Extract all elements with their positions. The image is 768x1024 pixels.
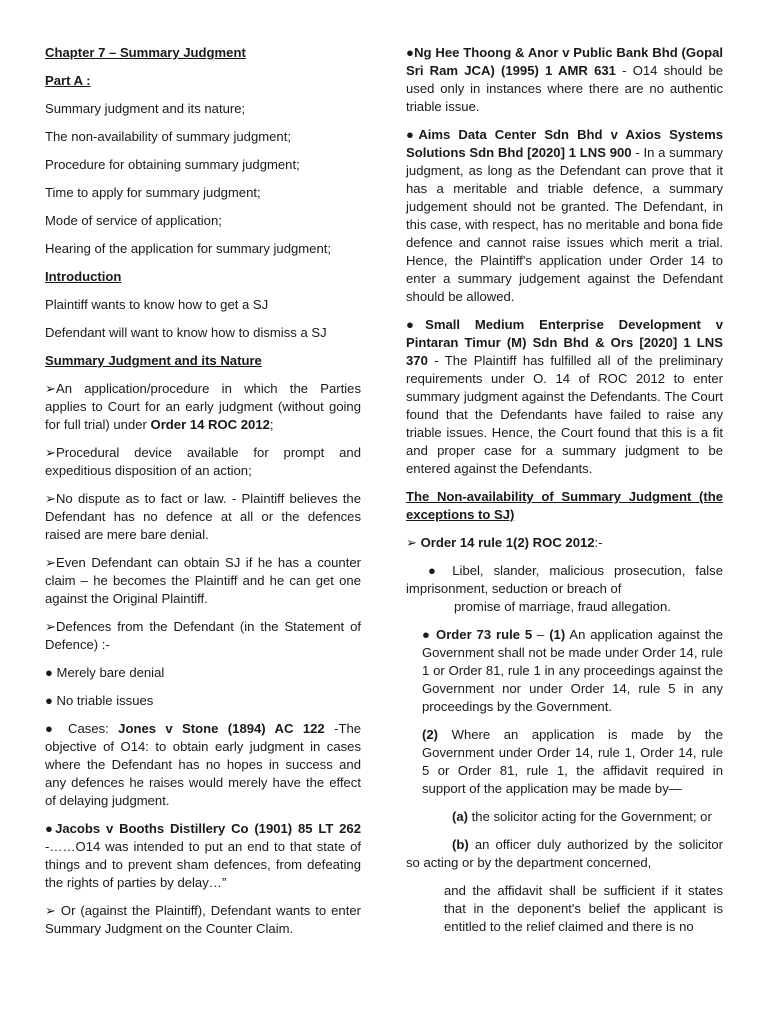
bullet-bare-denial: ● Merely bare denial bbox=[45, 665, 165, 680]
libel-line: ● Libel, slander, malicious prosecution, false imprisonment, seduction or breach of bbox=[406, 563, 723, 596]
point-procedural: ➢Procedural device available for prompt and expeditious disposition of an action; bbox=[45, 445, 361, 478]
order-73-rule-5: ● Order 73 rule 5 – (1) An application against the Government shall not be made under Order 14, rule 1 or Order 81, rule 1 in any proceedings against the Government nor under Order 14, rule 5 in any proceedings by the Government. bbox=[422, 627, 724, 714]
part-a-heading: Part A : bbox=[45, 73, 91, 88]
order-73-para-2: (2) Where an application is made by the Government under Order 14, rule 1, Order 14, rule 5 or Order 81, rule 1, the affidavit required in support of the application may be made by— bbox=[422, 727, 723, 796]
intro-line: Defendant will want to know how to dismiss a SJ bbox=[45, 325, 327, 340]
order-14-rule-heading: ➢ Order 14 rule 1(2) ROC 2012:- bbox=[406, 535, 603, 550]
case-sme-development: ●Small Medium Enterprise Development v Pintaran Timur (M) Sdn Bhd & Ors [2020] 1 LNS 370 - The Plaintiff has fulfilled all of the preliminary requirements under O. 14 of ROC 2012 to enter summary judgment against the Defendants. The Court found that the Defendants have failed to raise any triable issues. Hence, the Court found that this is a fit and proper case for a summary judgment to be entered against the Defendants. bbox=[406, 317, 723, 476]
affidavit-option-a: (a) the solicitor acting for the Government; or bbox=[452, 809, 712, 824]
topic-item: Summary judgment and its nature; bbox=[45, 101, 246, 116]
intro-line: Plaintiff wants to know how to get a SJ bbox=[45, 297, 269, 312]
topic-item: The non-availability of summary judgment; bbox=[45, 129, 291, 144]
topic-item: Hearing of the application for summary judgment; bbox=[45, 241, 332, 256]
bullet-no-triable: ● No triable issues bbox=[45, 693, 154, 708]
case-jones-v-stone: ● Cases: Jones v Stone (1894) AC 122 -The objective of O14: to obtain early judgment in cases where the Defendant has no hopes in success and any defences he raises would merely have the effect of delaying judgment. bbox=[45, 721, 362, 808]
left-column bbox=[45, 44, 361, 948]
case-ng-hee-thoong: ●Ng Hee Thoong & Anor v Public Bank Bhd (Gopal Sri Ram JCA) (1995) 1 AMR 631 - O14 should be used only in instances where there are no authentic triable issue. bbox=[406, 45, 724, 114]
affidavit-option-b: (b) an officer duly authorized by the solicitor so acting or by the department concerned, bbox=[406, 837, 723, 870]
introduction-heading: Introduction bbox=[45, 269, 122, 284]
point-defences: ➢Defences from the Defendant (in the Statement of Defence) :- bbox=[45, 619, 361, 652]
point-no-dispute: ➢No dispute as to fact or law. - Plaintiff believes the Defendant has no defence at all or the defences raised are mere bare denial. bbox=[45, 491, 361, 542]
case-jacobs: ●Jacobs v Booths Distillery Co (1901) 85 LT 262 -……O14 was intended to put an end to that state of things and to prevent sham defences, from defeating the rights of parties by delay…” bbox=[45, 821, 361, 890]
libel-last-line: promise of marriage, fraud allegation. bbox=[454, 599, 671, 614]
topic-item: Mode of service of application; bbox=[45, 213, 222, 228]
non-availability-heading: The Non-availability of Summary Judgment (the exceptions to SJ) bbox=[406, 489, 723, 522]
nature-heading: Summary Judgment and its Nature bbox=[45, 353, 262, 368]
affidavit-sufficiency: and the affidavit shall be sufficient if it states that in the deponent's belief the applicant is entitled to the relief claimed and there is no bbox=[444, 883, 723, 934]
point-counterclaim-sj: ➢ Or (against the Plaintiff), Defendant wants to enter Summary Judgment on the Counter Claim. bbox=[45, 903, 361, 936]
point-counter-claim: ➢Even Defendant can obtain SJ if he has a counter claim – he becomes the Plaintiff and he can get one against the Original Plaintiff. bbox=[45, 555, 361, 606]
chapter-title: Chapter 7 – Summary Judgment bbox=[45, 45, 246, 60]
libel-exceptions bbox=[406, 562, 723, 616]
right-column bbox=[406, 44, 723, 946]
topic-item: Procedure for obtaining summary judgment; bbox=[45, 157, 300, 172]
topic-item: Time to apply for summary judgment; bbox=[45, 185, 261, 200]
case-aims-data: ●Aims Data Center Sdn Bhd v Axios Systems Solutions Sdn Bhd [2020] 1 LNS 900 - In a summary judgment, as long as the Defendant can prove that it has a meritable and triable defence, a summary judgement should not be granted. The Defendant, in this case, with respect, has no meritable and bona fide defence and cannot raise issues which merit a trial. Hence, the Plaintiff's application under Order 14 to enter a summary judgement against the Defendant should be allowed. bbox=[406, 127, 723, 304]
point-application: ➢An application/procedure in which the Parties applies to Court for an early judgment (without going for full trial) under Order 14 ROC 2012; bbox=[45, 381, 361, 432]
